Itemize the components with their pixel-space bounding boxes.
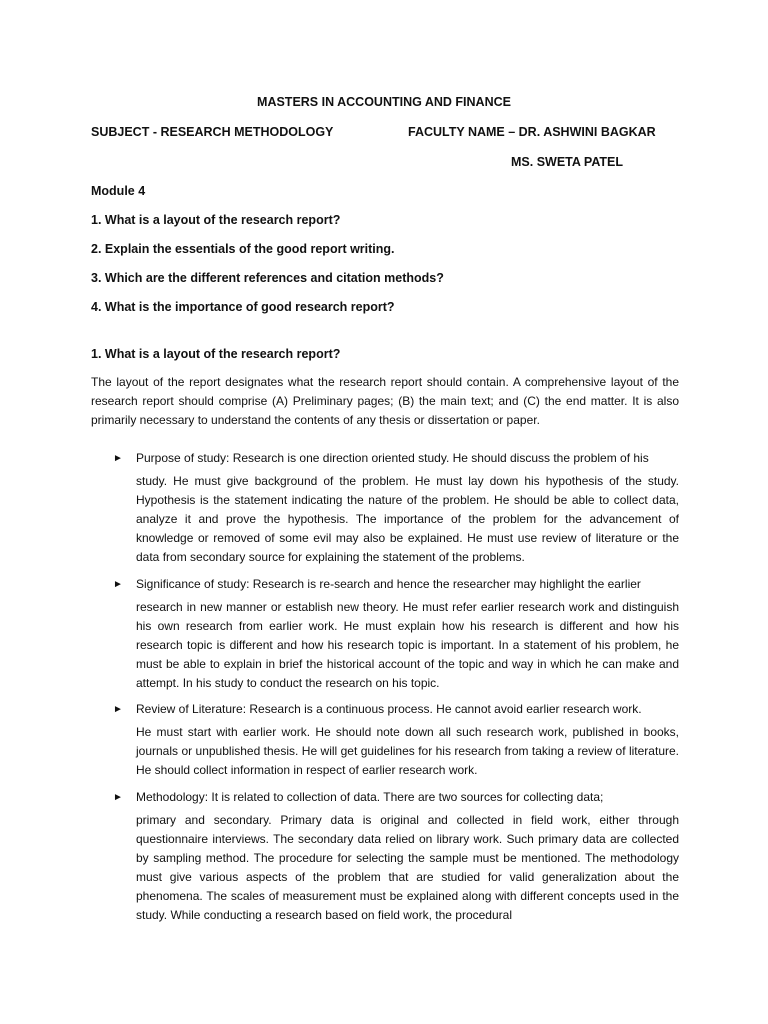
bullet-lead-text: Methodology: It is related to collection of data. There are two sources for collecting data;: [136, 790, 604, 804]
intro-paragraph: The layout of the report designates what the research report should contain. A comprehensive layout of the research report should comprise (A) Preliminary pages; (B) the main text; and (C) the end matter. It is also primarily necessary to understand the contents of any thesis or dissertation or paper.: [91, 375, 679, 427]
subject-label: SUBJECT - RESEARCH METHODOLOGY: [91, 125, 334, 139]
bullet-body-text: research in new manner or establish new theory. He must refer earlier research work and distinguish his own research from earlier work. He must explain how his research is different and how his research topic is different and how his research topic is important. In a statement of his problem, he must be able to explain in brief the historical account of the topic and way in which he can make and attempt. In his study to conduct the research on his topic.: [136, 600, 679, 690]
module-label: Module 4: [91, 184, 146, 198]
question-item: 3. Which are the different references and citation methods?: [91, 271, 444, 285]
bullet-lead-text: Significance of study: Research is re-search and hence the researcher may highlight the earlier: [136, 577, 641, 591]
bullet-arrow-icon: ►: [113, 704, 123, 715]
bullet-arrow-icon: ►: [113, 579, 123, 590]
faculty-name-second: MS. SWETA PATEL: [511, 155, 624, 169]
bullet-arrow-icon: ►: [113, 453, 123, 464]
question-item: 2. Explain the essentials of the good report writing.: [91, 242, 395, 256]
bullet-body-text: primary and secondary. Primary data is original and collected in field work, either through questionnaire interviews. The secondary data relied on library work. Such primary data are collected by sampling method. The procedure for selecting the sample must be mentioned. The methodology must give various aspects of the problem that are studied for valid generalization about the phenomena. The scales of measurement must be explained along with different concepts used in the study. While conducting a research based on field work, the procedural: [136, 813, 679, 922]
bullet-body-text: study. He must give background of the problem. He must lay down his hypothesis of the study. Hypothesis is the statement indicating the nature of the problem. He should be able to collect data, analyze it and prove the hypothesis. The importance of the problem for the advancement of knowledge or removed of some evil may also be explained. He must use review of literature or the data from secondary source for explaining the statement of the problems.: [136, 474, 679, 564]
bullet-arrow-icon: ►: [113, 792, 123, 803]
bullet-lead-text: Review of Literature: Research is a continuous process. He cannot avoid earlier research work.: [136, 702, 642, 716]
bullet-lead-text: Purpose of study: Research is one direction oriented study. He should discuss the problem of his: [136, 451, 649, 465]
question-item: 4. What is the importance of good research report?: [91, 300, 395, 314]
question-item: 1. What is a layout of the research report?: [91, 213, 341, 227]
faculty-name: FACULTY NAME – DR. ASHWINI BAGKAR: [408, 125, 656, 139]
answer-heading: 1. What is a layout of the research report?: [91, 347, 341, 361]
document-title: MASTERS IN ACCOUNTING AND FINANCE: [257, 95, 511, 109]
bullet-body-text: He must start with earlier work. He should note down all such research work, published in books, journals or unpublished thesis. He will get guidelines for his research from taking a review of literature. He should collect information in respect of earlier research work.: [136, 725, 679, 777]
